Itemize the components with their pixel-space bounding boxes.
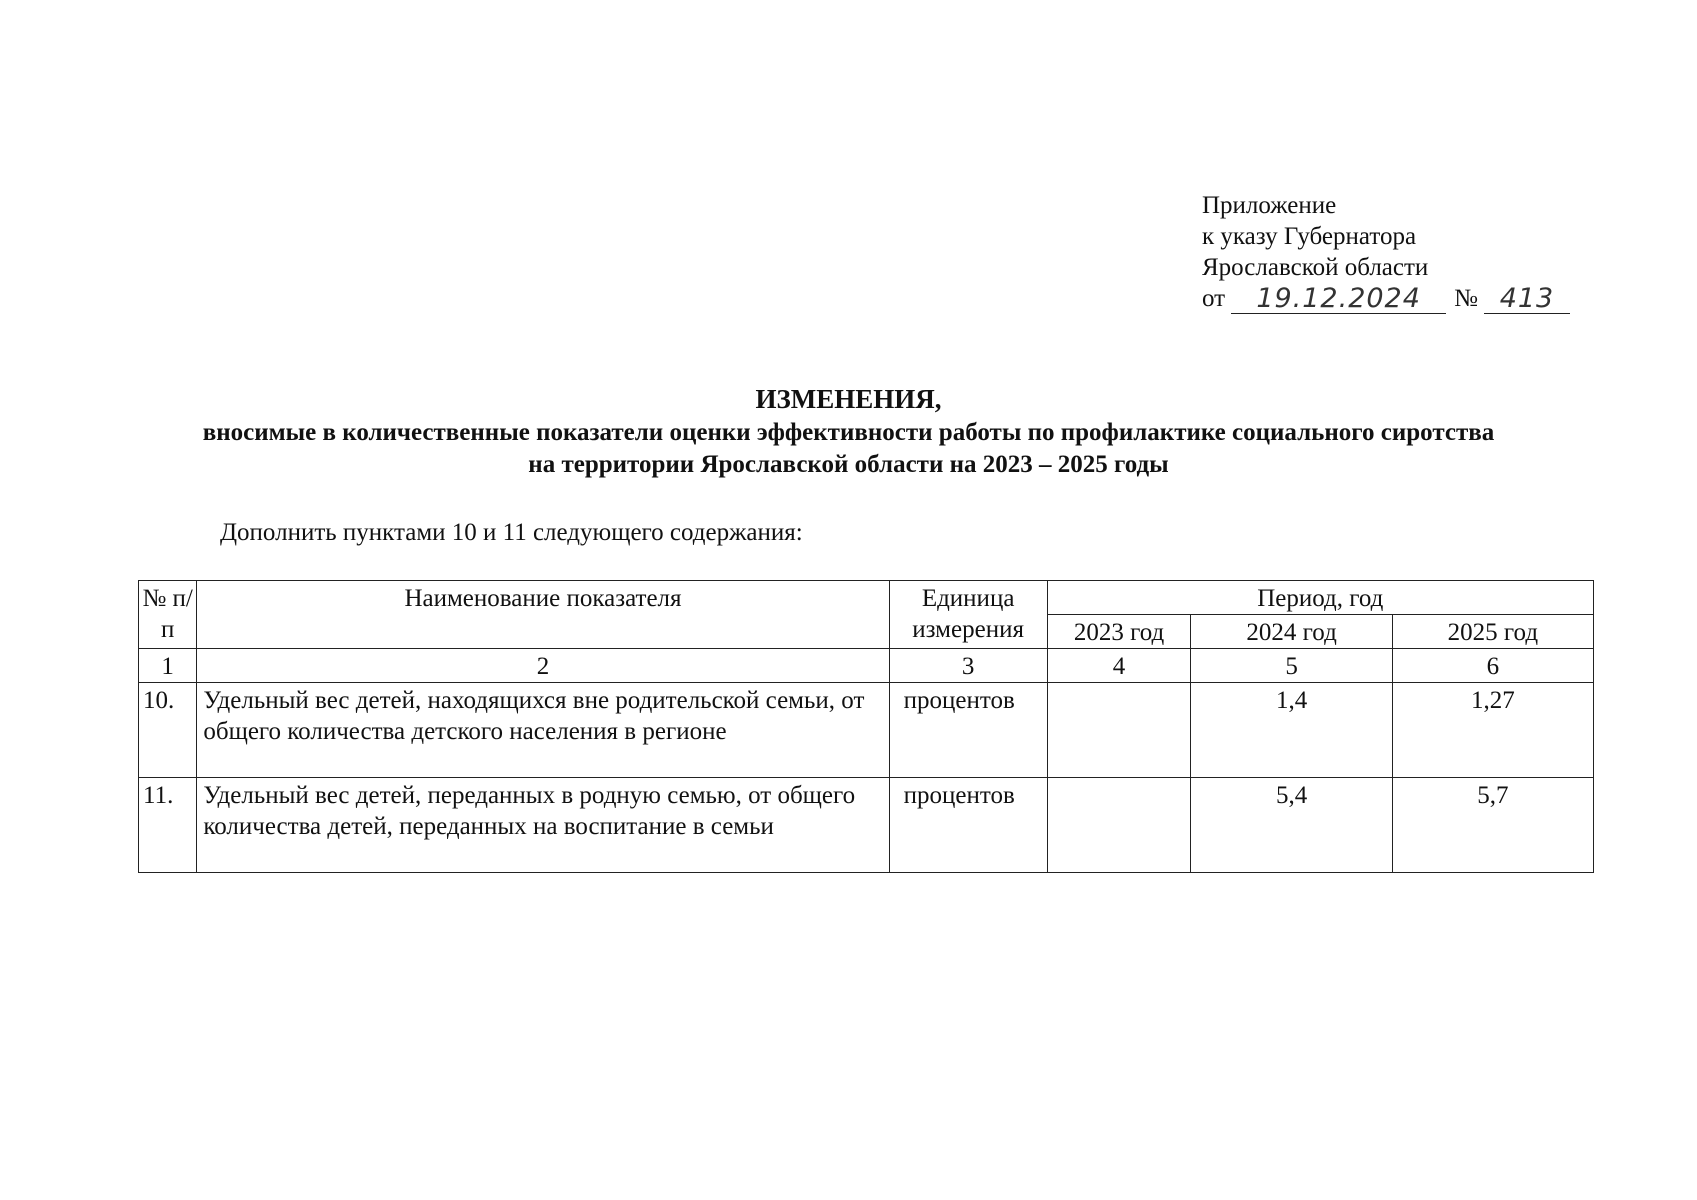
row-value-2024: 5,4 — [1191, 778, 1392, 873]
row-num: 10. — [139, 683, 197, 778]
column-number: 5 — [1191, 649, 1392, 683]
row-unit: процентов — [889, 778, 1047, 873]
row-indicator-name: Удельный вес детей, переданных в родную семью, от общего количества детей, переданных на воспитание в семьи — [197, 778, 889, 873]
row-value-2023 — [1047, 778, 1191, 873]
row-indicator-name: Удельный вес детей, находящихся вне родительской семьи, от общего количества детского населения в регионе — [197, 683, 889, 778]
handwritten-number: 413 — [1484, 285, 1570, 314]
title-line-2: на территории Ярославской области на 2023 – 2025 годы — [528, 451, 1169, 478]
header-period: Период, год — [1047, 581, 1593, 615]
number-prefix: № — [1454, 285, 1478, 312]
intro-text: Дополнить пунктами 10 и 11 следующего содержания: — [220, 519, 803, 546]
column-number-row — [139, 649, 1594, 683]
column-number: 4 — [1047, 649, 1191, 683]
date-prefix: от — [1202, 285, 1226, 312]
title-heading: ИЗМЕНЕНИЯ, — [755, 384, 942, 414]
indicators-table — [138, 580, 1594, 873]
header-2023: 2023 год — [1047, 615, 1191, 649]
header-unit: Единица измерения — [889, 581, 1047, 649]
row-value-2025: 5,7 — [1392, 778, 1593, 873]
header-num-text: № п/п — [142, 585, 193, 643]
appendix-date-number-row — [1202, 283, 1570, 314]
title-line-1: вносимые в количественные показатели оценки эффективности работы по профилактике социального сиротства — [202, 419, 1495, 446]
appendix-label: Приложение — [1202, 192, 1337, 219]
column-number: 3 — [889, 649, 1047, 683]
column-number: 2 — [197, 649, 889, 683]
appendix-block — [1202, 190, 1570, 314]
appendix-decree-line: к указу Губернатора — [1202, 223, 1417, 250]
row-value-2023 — [1047, 683, 1191, 778]
row-num: 11. — [139, 778, 197, 873]
document-title — [0, 383, 1697, 481]
header-2024: 2024 год — [1191, 615, 1392, 649]
row-value-2025: 1,27 — [1392, 683, 1593, 778]
table-row — [139, 683, 1594, 778]
table-row — [139, 778, 1594, 873]
header-2025: 2025 год — [1392, 615, 1593, 649]
column-number: 1 — [139, 649, 197, 683]
table-header-row — [139, 581, 1594, 615]
column-number: 6 — [1392, 649, 1593, 683]
header-name: Наименование показателя — [197, 581, 889, 649]
row-unit: процентов — [889, 683, 1047, 778]
row-value-2024: 1,4 — [1191, 683, 1392, 778]
header-num — [139, 581, 197, 649]
handwritten-date: 19.12.2024 — [1231, 285, 1446, 314]
appendix-region-line: Ярославской области — [1202, 254, 1429, 281]
